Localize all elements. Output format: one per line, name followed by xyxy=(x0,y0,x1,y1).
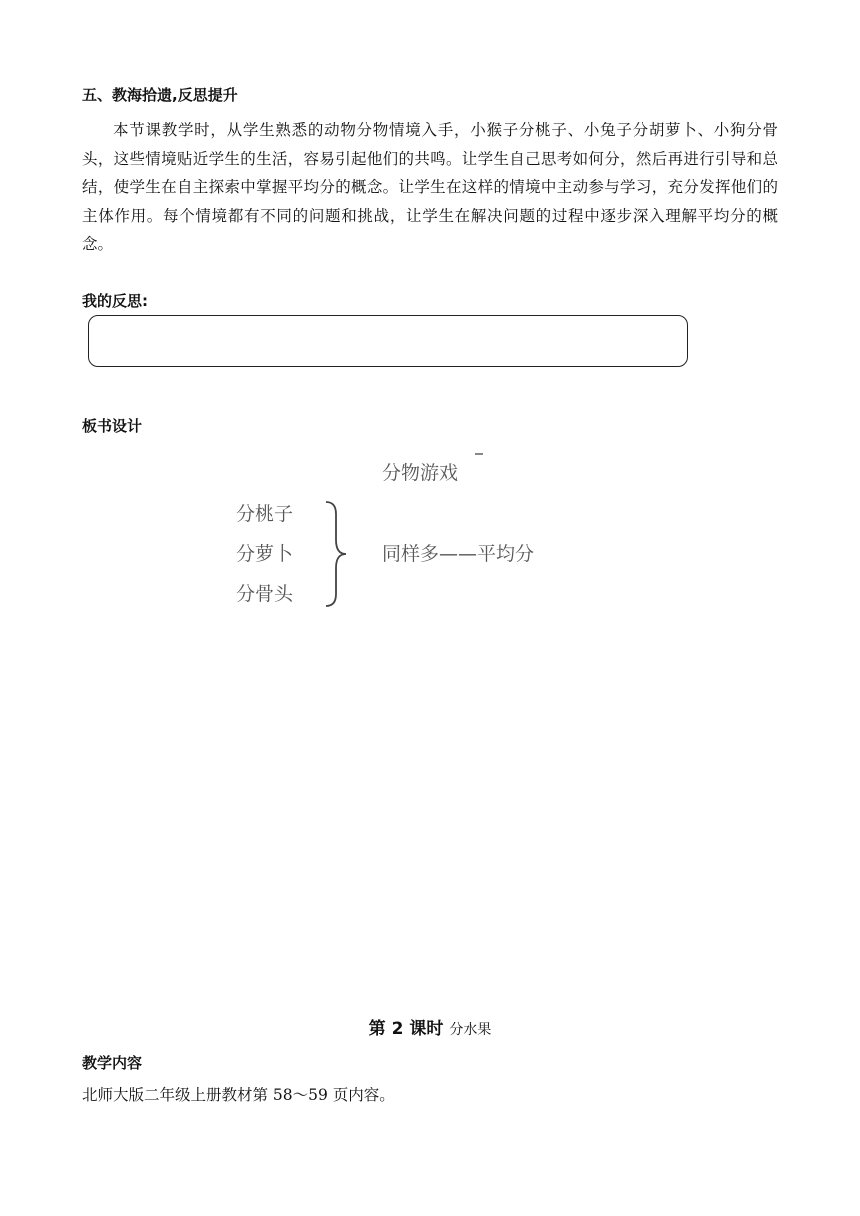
lesson-title-main: 第 2 课时 xyxy=(368,1019,444,1039)
lesson-title xyxy=(0,1014,860,1039)
teaching-content-heading: 教学内容 xyxy=(82,1054,143,1072)
reflection-label: 我的反思: xyxy=(82,292,148,310)
board-title: 分物游戏 xyxy=(382,462,459,484)
board-conclusion: 同样多——平均分 xyxy=(382,543,535,565)
decorative-tick xyxy=(475,453,483,455)
curly-brace-icon xyxy=(322,500,352,608)
board-item-peach: 分桃子 xyxy=(236,503,294,525)
section-heading: 五、教海拾遗,反思提升 xyxy=(82,86,238,104)
reflection-paragraph: 本节课教学时，从学生熟悉的动物分物情境入手，小猴子分桃子、小兔子分胡萝卜、小狗分骨头，这些情境贴近学生的生活，容易引起他们的共鸣。让学生自己思考如何分，然后再进行引导和总结，使学生在自主探索中掌握平均分的概念。让学生在这样的情境中主动参与学习，充分发挥他们的主体作用。每个情境都有不同的问题和挑战，让学生在解决问题的过程中逐步深入理解平均分的概念。 xyxy=(82,121,778,253)
lesson-title-sub: 分水果 xyxy=(449,1022,492,1038)
board-design-heading: 板书设计 xyxy=(82,417,143,435)
board-item-bone: 分骨头 xyxy=(236,583,294,605)
board-item-carrot: 分萝卜 xyxy=(236,543,294,565)
teaching-content-text: 北师大版二年级上册教材第 58～59 页内容。 xyxy=(82,1086,395,1104)
reflection-box[interactable] xyxy=(88,315,688,367)
